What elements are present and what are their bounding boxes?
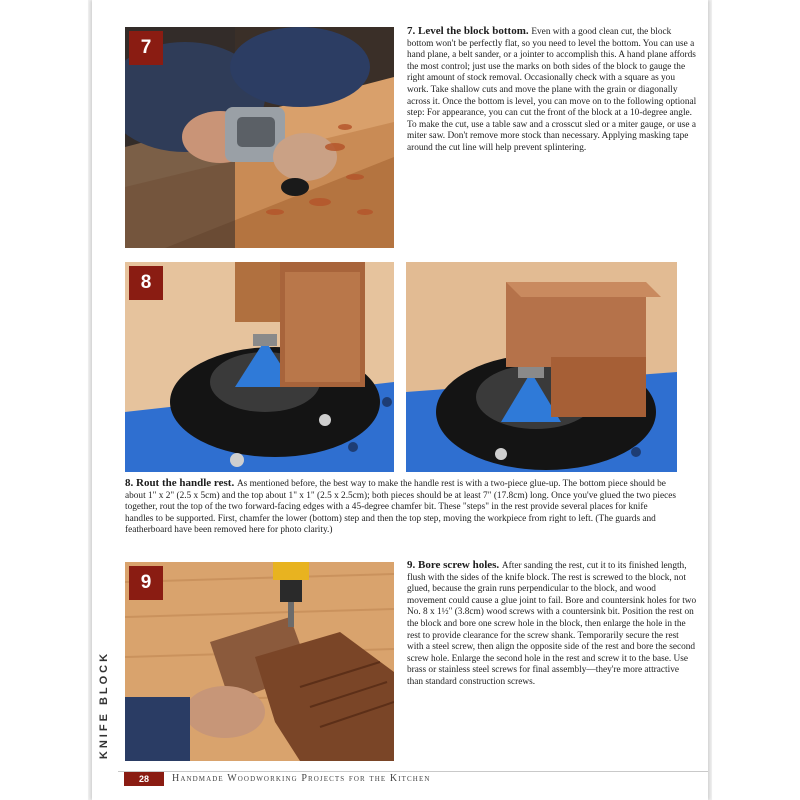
step-8-body: As mentioned before, the best way to make the handle rest is with a two-piece glue-up. The bottom piece should be about 1" x 2" (2.5 x 5cm) and the top about 1" x 1" (2.5 x 2.5cm); both pieces should be at least 7" (17.8cm) long. Once you've glued the two pieces together, rout the top of the two forward-facing edges with a 45-degree chamfer bit. These "steps" in the rest provide several places for knife handles to be supported. First, chamfer the lower (bottom) step and then the top step, moving the workpiece from right to left. (The guards and featherboard have been removed here for photo clarity.) — [125, 479, 676, 536]
section-side-label-text: KNIFE BLOCK — [98, 650, 110, 760]
step-9-body: After sanding the rest, cut it to its finished length, flush with the sides of the knife block. The rest is screwed to the block, not glued, because the grain runs perpendicular to the block, and wood movement could cause a glue joint to fail. Bore and countersink holes for two No. 8 x 1½" (3.8cm) wood screws with a countersink bit. Position the rest on the block and bore one screw hole in the block, then enlarge the hole in the rest to provide clearance for the screw shank. Temporarily secure the rest with a steel screw, then align the opposite side of the rest and bore the second screw hole. Enlarge the second hole in the rest and screw it to the base. Use brass or stainless steel screws for final assembly—they're more attractive than standard construction screws. — [407, 561, 697, 687]
step-8-badge: 8 — [129, 266, 163, 300]
step-7-photo — [125, 27, 394, 248]
book-page — [92, 0, 708, 800]
footer-book-title: Handmade Woodworking Projects for the Kitchen — [172, 773, 431, 784]
step-8-photo-right — [406, 262, 677, 472]
step-9-photo — [125, 562, 394, 761]
step-7-badge: 7 — [129, 31, 163, 65]
router-table-photo-right — [406, 262, 677, 472]
drill-photo — [125, 562, 394, 761]
router-table-photo-left — [125, 262, 394, 472]
step-9-badge: 9 — [129, 566, 163, 600]
footer-rule — [118, 771, 708, 772]
step-8-heading: 8. Rout the handle rest. — [125, 477, 237, 489]
step-9-heading: 9. Bore screw holes. — [407, 559, 502, 571]
step-7-text — [407, 26, 697, 155]
step-7-heading: 7. Level the block bottom. — [407, 25, 532, 37]
step-9-text — [407, 560, 697, 689]
page-number: 28 — [124, 772, 164, 786]
step-8-photo-left — [125, 262, 394, 472]
step-8-text — [125, 478, 677, 537]
section-side-label — [92, 645, 116, 765]
hand-plane-photo — [125, 27, 394, 248]
step-7-body: Even with a good clean cut, the block bottom won't be perfectly flat, so you need to level the bottom. You can use a hand plane, a belt sander, or a jointer to accomplish this. A hand plane affords the most control; just use the marks on both sides of the block to gauge the right amount of stock removal. Occasionally check with a square as you work. Take shallow cuts and move the plane with the grain or diagonally across it. Once the bottom is level, you can move on to the following optional step: For appearance, you can cut the front of the block at a 10-degree angle. To make the cut, use a table saw and a crosscut sled or a miter gauge, or use a miter saw. Don't remove more stock than necessary. Applying masking tape around the cut line will help prevent splintering. — [407, 27, 697, 153]
